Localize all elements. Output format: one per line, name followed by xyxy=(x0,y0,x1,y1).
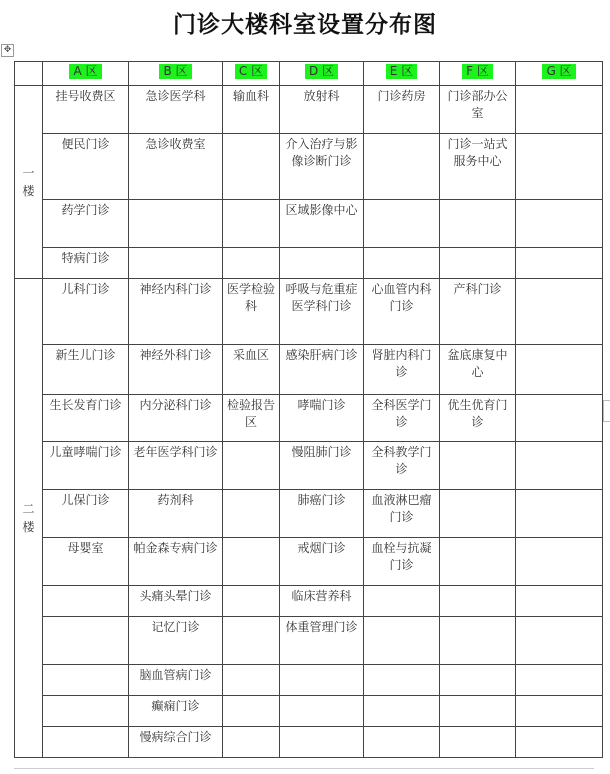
dept-cell: 体重管理门诊 xyxy=(280,617,364,665)
table-row xyxy=(15,200,603,248)
dept-cell xyxy=(364,200,440,248)
table-row xyxy=(15,665,603,696)
zone-header-c xyxy=(223,62,280,86)
zone-label: F 区 xyxy=(462,64,493,79)
dept-cell xyxy=(516,696,603,727)
floor-label-1: 一楼 xyxy=(15,86,43,279)
dept-cell: 区域影像中心 xyxy=(280,200,364,248)
dept-cell: 内分泌科门诊 xyxy=(129,395,223,442)
dept-cell xyxy=(223,586,280,617)
table-row xyxy=(15,279,603,345)
dept-cell: 药学门诊 xyxy=(43,200,129,248)
table-row xyxy=(15,617,603,665)
table-row xyxy=(15,696,603,727)
page-bottom-divider xyxy=(14,768,594,769)
dept-cell: 感染肝病门诊 xyxy=(280,345,364,395)
table-row xyxy=(15,442,603,490)
dept-cell: 检验报告区 xyxy=(223,395,280,442)
zone-header-a xyxy=(43,62,129,86)
zone-header-f xyxy=(440,62,516,86)
dept-cell xyxy=(516,490,603,538)
dept-cell xyxy=(516,538,603,586)
dept-cell: 门诊药房 xyxy=(364,86,440,134)
dept-cell: 急诊医学科 xyxy=(129,86,223,134)
dept-cell xyxy=(43,586,129,617)
dept-cell xyxy=(223,617,280,665)
dept-cell xyxy=(129,248,223,279)
dept-cell xyxy=(43,665,129,696)
dept-cell: 介入治疗与影像诊断门诊 xyxy=(280,134,364,200)
dept-cell: 肾脏内科门诊 xyxy=(364,345,440,395)
dept-cell xyxy=(440,665,516,696)
dept-cell: 帕金森专病门诊 xyxy=(129,538,223,586)
table-row xyxy=(15,134,603,200)
dept-cell: 心血管内科门诊 xyxy=(364,279,440,345)
zone-label: A 区 xyxy=(69,64,101,79)
dept-cell xyxy=(516,345,603,395)
table-row xyxy=(15,395,603,442)
zone-header-g xyxy=(516,62,603,86)
dept-cell: 药剂科 xyxy=(129,490,223,538)
dept-cell: 优生优育门诊 xyxy=(440,395,516,442)
dept-cell xyxy=(440,696,516,727)
dept-cell: 盆底康复中心 xyxy=(440,345,516,395)
table-row xyxy=(15,727,603,758)
dept-cell xyxy=(223,727,280,758)
table-row xyxy=(15,490,603,538)
dept-cell xyxy=(364,248,440,279)
dept-cell: 血液淋巴瘤门诊 xyxy=(364,490,440,538)
department-layout-table xyxy=(14,61,603,758)
dept-cell xyxy=(280,665,364,696)
zone-label: G 区 xyxy=(542,64,575,79)
table-row xyxy=(15,86,603,134)
dept-cell xyxy=(440,727,516,758)
dept-cell xyxy=(223,665,280,696)
zone-header-e xyxy=(364,62,440,86)
zone-header-b xyxy=(129,62,223,86)
dept-cell: 全科教学门诊 xyxy=(364,442,440,490)
floor-header-cell xyxy=(15,62,43,86)
dept-cell: 记忆门诊 xyxy=(129,617,223,665)
dept-cell xyxy=(223,248,280,279)
dept-cell: 儿科门诊 xyxy=(43,279,129,345)
dept-cell: 门诊部办公室 xyxy=(440,86,516,134)
dept-cell: 临床营养科 xyxy=(280,586,364,617)
dept-cell: 便民门诊 xyxy=(43,134,129,200)
table-row xyxy=(15,538,603,586)
dept-cell: 新生儿门诊 xyxy=(43,345,129,395)
dept-cell: 神经外科门诊 xyxy=(129,345,223,395)
dept-cell xyxy=(43,696,129,727)
zone-label: C 区 xyxy=(235,64,267,79)
dept-cell: 呼吸与危重症医学科门诊 xyxy=(280,279,364,345)
dept-cell: 急诊收费室 xyxy=(129,134,223,200)
dept-cell: 哮喘门诊 xyxy=(280,395,364,442)
dept-cell: 门诊一站式服务中心 xyxy=(440,134,516,200)
page-edge-marker xyxy=(603,400,610,422)
dept-cell: 老年医学科门诊 xyxy=(129,442,223,490)
floor-label-2: 二楼 xyxy=(15,279,43,758)
dept-cell: 血栓与抗凝门诊 xyxy=(364,538,440,586)
dept-cell xyxy=(364,665,440,696)
dept-cell xyxy=(516,248,603,279)
dept-cell xyxy=(223,696,280,727)
zone-label: D 区 xyxy=(305,64,338,79)
dept-cell: 挂号收费区 xyxy=(43,86,129,134)
dept-cell xyxy=(223,134,280,200)
dept-cell xyxy=(364,134,440,200)
dept-cell xyxy=(440,442,516,490)
dept-cell: 头痛头晕门诊 xyxy=(129,586,223,617)
dept-cell xyxy=(440,248,516,279)
dept-cell xyxy=(129,200,223,248)
dept-cell xyxy=(280,727,364,758)
dept-cell: 慢阻肺门诊 xyxy=(280,442,364,490)
table-row xyxy=(15,586,603,617)
dept-cell xyxy=(440,490,516,538)
dept-cell: 脑血管病门诊 xyxy=(129,665,223,696)
dept-cell: 儿保门诊 xyxy=(43,490,129,538)
dept-cell xyxy=(516,279,603,345)
dept-cell xyxy=(516,586,603,617)
dept-cell: 慢病综合门诊 xyxy=(129,727,223,758)
dept-cell xyxy=(223,538,280,586)
dept-cell: 肺癌门诊 xyxy=(280,490,364,538)
zone-label: E 区 xyxy=(386,64,417,79)
dept-cell xyxy=(223,490,280,538)
dept-cell: 采血区 xyxy=(223,345,280,395)
dept-cell: 母婴室 xyxy=(43,538,129,586)
dept-cell: 医学检验科 xyxy=(223,279,280,345)
table-move-handle-icon[interactable]: ✥ xyxy=(1,44,14,57)
dept-cell xyxy=(280,248,364,279)
dept-cell: 全科医学门诊 xyxy=(364,395,440,442)
zone-label: B 区 xyxy=(159,64,191,79)
dept-cell: 戒烟门诊 xyxy=(280,538,364,586)
dept-cell xyxy=(516,617,603,665)
zone-header-row xyxy=(15,62,603,86)
dept-cell xyxy=(440,538,516,586)
dept-cell xyxy=(43,617,129,665)
dept-cell xyxy=(516,727,603,758)
dept-cell: 儿童哮喘门诊 xyxy=(43,442,129,490)
dept-cell: 输血科 xyxy=(223,86,280,134)
dept-cell: 产科门诊 xyxy=(440,279,516,345)
page-title: 门诊大楼科室设置分布图 xyxy=(173,11,437,38)
dept-cell: 特病门诊 xyxy=(43,248,129,279)
dept-cell xyxy=(516,134,603,200)
dept-cell xyxy=(440,617,516,665)
dept-cell xyxy=(364,586,440,617)
table-row xyxy=(15,345,603,395)
dept-cell xyxy=(43,727,129,758)
dept-cell xyxy=(364,696,440,727)
table-row xyxy=(15,248,603,279)
dept-cell: 生长发育门诊 xyxy=(43,395,129,442)
dept-cell: 癫痫门诊 xyxy=(129,696,223,727)
dept-cell xyxy=(364,727,440,758)
dept-cell xyxy=(516,442,603,490)
dept-cell: 放射科 xyxy=(280,86,364,134)
dept-cell xyxy=(516,395,603,442)
dept-cell: 神经内科门诊 xyxy=(129,279,223,345)
dept-cell xyxy=(516,86,603,134)
dept-cell xyxy=(516,200,603,248)
dept-cell xyxy=(280,696,364,727)
dept-cell xyxy=(440,586,516,617)
dept-cell xyxy=(364,617,440,665)
dept-cell xyxy=(516,665,603,696)
dept-cell xyxy=(223,442,280,490)
dept-cell xyxy=(223,200,280,248)
dept-cell xyxy=(440,200,516,248)
zone-header-d xyxy=(280,62,364,86)
